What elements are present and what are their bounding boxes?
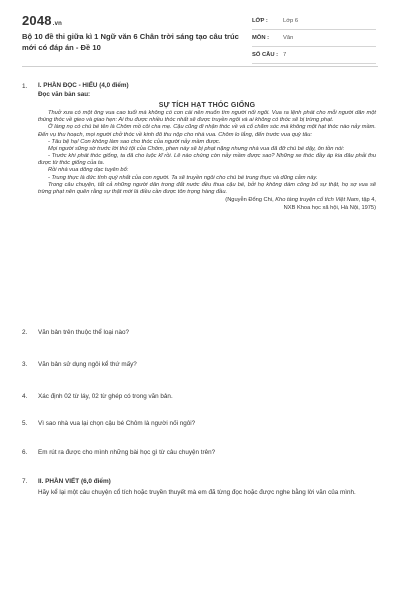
meta-row-class — [252, 13, 376, 30]
meta-value: 7 — [283, 52, 287, 58]
question-text: Em rút ra được cho mình những bài học gì từ câu chuyện trên? — [38, 449, 216, 456]
reading-instruction: Đọc văn bản sau: — [38, 90, 91, 98]
source-suffix: , tập 4, — [358, 197, 376, 204]
question-text: Vì sao nhà vua lại chọn cậu bé Chôm là người nối ngôi? — [38, 420, 196, 427]
logo-text: 2048 — [22, 13, 52, 28]
passage-paragraph: Trong câu chuyện, tất cả những người dân trong đất nước đều thua cậu bé, bởi họ không dám công bố sự thật, họ sợ vua sẽ trừng phạt nên quên rằng sự thật mới là điều cần được tôn trọng hàng đầu. — [38, 181, 376, 195]
passage-paragraph: Rồi nhà vua dõng dạc tuyên bố: — [48, 167, 129, 174]
story-title: SỰ TÍCH HẠT THÓC GIỐNG — [158, 102, 256, 109]
passage-source — [38, 197, 376, 204]
source-prefix: (Nguyễn Đổng Chi, — [225, 197, 276, 204]
passage-paragraph: - Trước khi phát thóc giống, ta đã cho luộc kĩ rồi. Lẽ nào chúng còn nảy mầm được sao? Những xe thóc đầy áp kia đâu phải thu được từ thóc giống của ta. — [38, 153, 376, 167]
meta-value: Lớp 6 — [283, 18, 299, 24]
question-number: 3. — [22, 361, 28, 368]
site-logo[interactable] — [22, 13, 62, 28]
question-text: Văn bản trên thuộc thể loại nào? — [38, 329, 130, 336]
logo-suffix: .vn — [52, 21, 63, 27]
question-number: 6. — [22, 449, 28, 456]
meta-row-question-count — [252, 47, 376, 64]
meta-label: SỐ CÂU : — [252, 52, 279, 58]
meta-row-subject — [252, 30, 376, 47]
section-title-reading: I. PHẦN ĐỌC - HIỂU (4,0 điểm) — [38, 82, 129, 89]
source-book: Kho tàng truyện cổ tích Việt Nam — [275, 197, 359, 204]
header-divider — [22, 66, 378, 67]
question-number: 5. — [22, 420, 28, 427]
passage-paragraph: - Trung thực là đức tính quý nhất của con người. Ta sẽ truyền ngôi cho chú bé trung thực và dũng cảm này. — [48, 174, 318, 181]
document-title: Bộ 10 đề thi giữa kì 1 Ngữ văn 6 Chân trời sáng tạo câu trúc mới có đáp án - Đề 10 — [22, 32, 239, 52]
passage-paragraph: Mọi người sững sờ trước lời thú tội của Chôm, phen này sẽ bị phạt nặng nhưng nhà vua đã đỡ chú bé dậy, ôn tồn nói: — [48, 145, 345, 152]
document-meta — [252, 13, 376, 64]
meta-value: Văn — [283, 35, 294, 41]
passage-paragraph: - Tâu bệ hạ! Con không làm sao cho thóc của người nảy mầm được. — [48, 138, 221, 145]
meta-label: MÔN : — [252, 35, 270, 41]
meta-label: LỚP : — [252, 18, 268, 24]
question-number: 4. — [22, 393, 28, 400]
question-text: Hãy kể lại một câu chuyện cổ tích hoặc truyền thuyết mà em đã từng đọc hoặc được nghe bằng lời văn của mình. — [38, 489, 356, 496]
blank-answer-area — [22, 520, 378, 590]
question-text: Xác định 02 từ láy, 02 từ ghép có trong văn bản. — [38, 393, 173, 400]
reading-passage — [38, 82, 376, 212]
question-text: Văn bản sử dụng ngôi kể thứ mấy? — [38, 361, 137, 368]
section-title-writing: II. PHẦN VIẾT (6,0 điểm) — [38, 478, 111, 485]
passage-publisher: NXB Khoa học xã hội, Hà Nội, 1975) — [283, 205, 376, 212]
question-number: 7. — [22, 478, 28, 485]
passage-paragraph: Thuở xưa có một ông vua cao tuổi mà không có con cái nên muốn tìm người nối ngôi. Vua ra lệnh phát cho mỗi người dân một thúng thóc về gieo và giao hẹn: Ai thu được nhiều thóc nhất sẽ được truyền ngôi và ai không có thóc sẽ bị trừng phạt. — [38, 110, 376, 124]
question-number: 1. — [22, 83, 28, 90]
question-number: 2. — [22, 329, 28, 336]
question-body — [38, 477, 376, 498]
passage-paragraph: Ở làng nọ có chú bé tên là Chôm mồ côi cha mẹ. Cậu cũng đi nhận thóc về và cố chăm sóc mà không một hạt thóc nào nảy mầm. Đến vụ thu hoạch, mọi người chở thóc về kinh đô thu nộp cho nhà vua. Chôm lo lắng, đến trước vua quỳ tâu: — [38, 124, 376, 138]
